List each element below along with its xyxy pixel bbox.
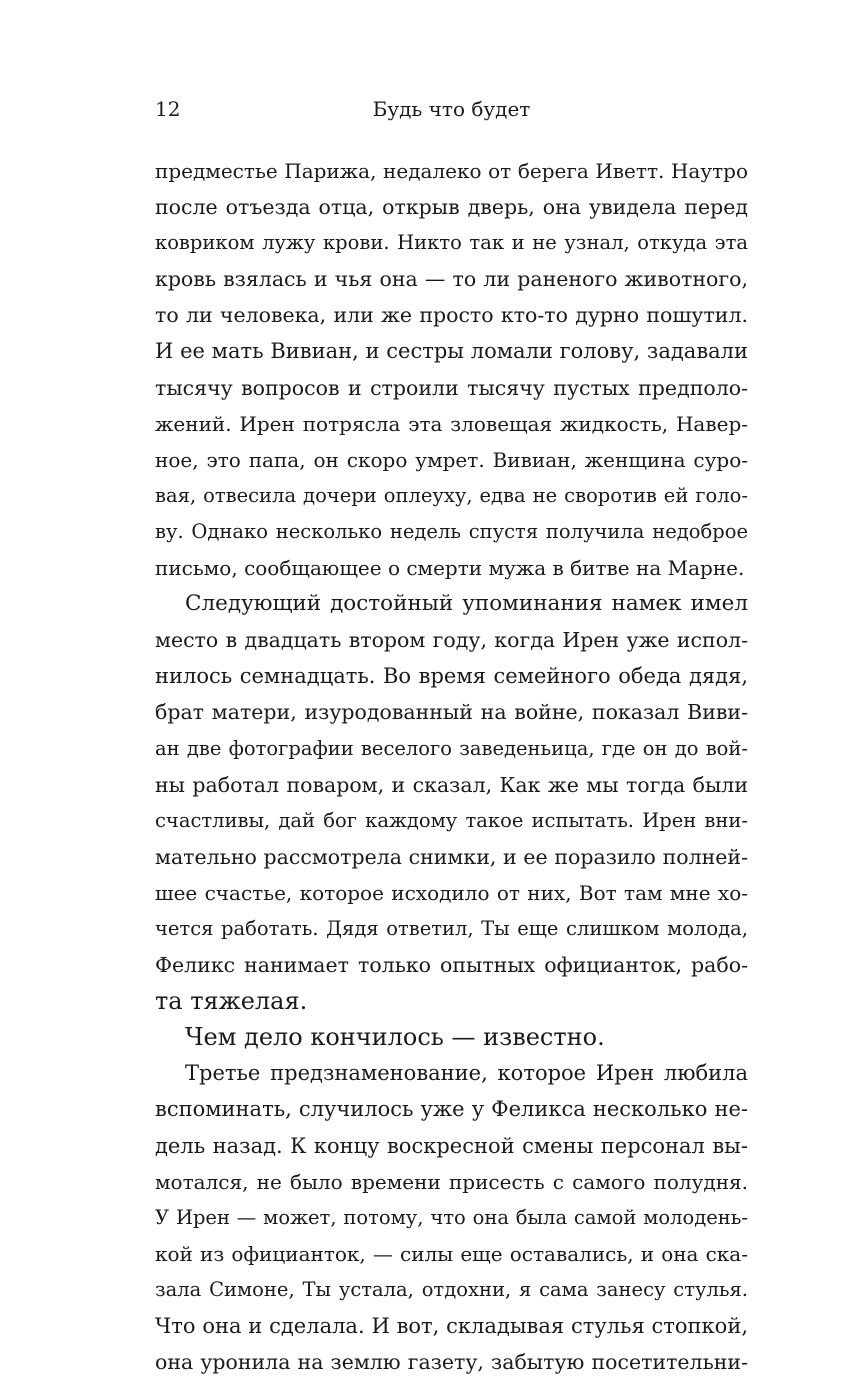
text-line: ковриком лужу крови. Никто так и не узнал, откуда эта (155, 231, 748, 255)
book-title: Будь что будет (372, 97, 531, 121)
text-line: ву. Однако несколько недель спустя получила недоброе (155, 519, 748, 543)
text-line: счастливы, дай бог каждому такое испытать. Ирен вни- (155, 808, 748, 832)
text-line: вспоминать, случилось уже у Феликса несколько не- (155, 1097, 748, 1122)
text-line: дель назад. К концу воскресной смены персонал вы- (155, 1133, 748, 1158)
text-line: Что она и сделала. И вот, складывая стулья стопкой, (155, 1314, 748, 1338)
text-line: шее счастье, которое исходило от них, Вот там мне хо- (155, 880, 748, 905)
text-line: место в двадцать втором году, когда Ирен уже испол- (155, 628, 748, 653)
text-line: тысячу вопросов и строили тысячу пустых предполо- (155, 375, 748, 400)
text-line: она уронила на землю газету, забытую посетительни- (155, 1350, 748, 1375)
text-line: после отъезда отца, открыв дверь, она увидела перед (155, 195, 748, 220)
text-line: то ли человека, или же просто кто-то дурно пошутил. (155, 303, 748, 328)
body-text (155, 153, 748, 1380)
text-line: Чем дело кончилось — известно. (185, 1023, 605, 1052)
text-line: нилось семнадцать. Во время семейного обеда дядя, (155, 664, 748, 689)
text-line: ан две фотографии веселого заведеньица, где он до вой- (155, 736, 748, 760)
text-line: зала Симоне, Ты устала, отдохни, я сама занесу стулья. (155, 1277, 748, 1301)
text-line: кой из официанток, — силы еще оставались, и она ска- (155, 1241, 748, 1266)
text-line: ное, это папа, он скоро умрет. Вивиан, женщина суро- (155, 447, 748, 472)
text-line: мательно рассмотрела снимки, и ее поразило полней- (155, 844, 748, 869)
text-line: чется работать. Дядя ответил, Ты еще слишком молода, (155, 916, 748, 940)
text-line: брат матери, изуродованный на войне, показал Виви- (155, 700, 748, 725)
text-line: У Ирен — может, потому, что она была самой молодень- (155, 1205, 748, 1229)
text-line: вая, отвесила дочери оплеуху, едва не своротив ей голо- (155, 483, 748, 507)
text-line: предместье Парижа, недалеко от берега Иветт. Наутро (155, 159, 748, 183)
text-line: кровь взялась и чья она — то ли раненого животного, (155, 267, 748, 292)
page-number: 12 (155, 97, 181, 121)
text-line: та тяжелая. (155, 987, 308, 1016)
text-line: Феликс нанимает только опытных официанток, рабо- (155, 953, 748, 978)
text-line: жений. Ирен потрясла эта зловещая жидкость, Навер- (155, 411, 748, 436)
text-line: И ее мать Вивиан, и сестры ломали голову, задавали (155, 339, 748, 364)
running-head (155, 94, 748, 124)
text-line: ны работал поваром, и сказал, Как же мы тогда были (155, 772, 748, 797)
text-line: письмо, сообщающее о смерти мужа в битве на Марне. (155, 556, 745, 581)
text-line: Следующий достойный упоминания намек имел (185, 591, 748, 617)
text-line: Третье предзнаменование, которое Ирен любила (185, 1061, 748, 1086)
text-line: мотался, не было времени присесть с самого полудня. (155, 1169, 748, 1194)
